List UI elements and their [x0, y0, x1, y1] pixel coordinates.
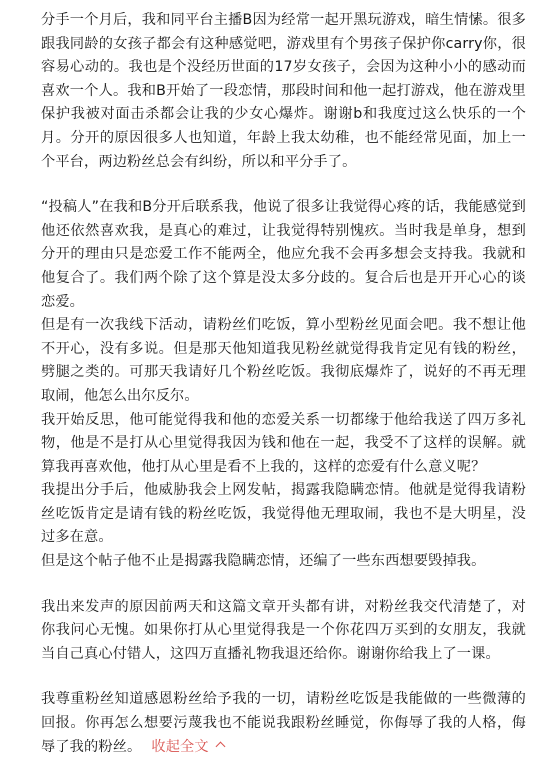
collapse-full-text-link[interactable] [151, 739, 223, 755]
paragraph-gap [41, 174, 526, 196]
paragraph-8-text: 我尊重粉丝知道感恩粉丝给予我的一切，请粉丝吃饭是我能做的一些微薄的回报。你再怎么想要污蔑我也不能说我跟粉丝睡觉，你侮辱了我的人格，侮辱了我的粉丝。 [41, 691, 526, 755]
paragraph-7: 我出来发声的原因前两天和这篇文章开头都有讲，对粉丝我交代清楚了，对你我问心无愧。如果你打从心里觉得我是一个你花四万买到的女朋友，我就当自己真心付错人，这四万直播礼物我退还给你。谢谢你给我上了一课。 [41, 598, 526, 662]
paragraph-6: 但是这个帖子他不止是揭露我隐瞒恋情，还编了一些东西想要毁掉我。 [41, 553, 486, 570]
collapse-label: 收起全文 [151, 738, 209, 755]
paragraph-gap [41, 574, 526, 596]
paragraph-5: 我提出分手后，他威胁我会上网发帖，揭露我隐瞒恋情。他就是觉得我请粉丝吃饭肯定是请有钱的粉丝吃饭，我觉得他无理取闹，我也不是大明星，没过多在意。 [41, 482, 526, 546]
paragraph-1: 分手一个月后，我和同平台主播B因为经常一起开黑玩游戏，暗生情愫。很多跟我同龄的女孩子都会有这种感觉吧，游戏里有个男孩子保护你carry你，很容易心动的。我也是个没经历世面的17岁女孩子，会因为这种小小的感动而喜欢一个人。我和B开始了一段恋情，那段时间和他一起打游戏，他在游戏里保护我被对面击杀都会让我的少女心爆炸。谢谢b和我度过这么快乐的一个月。分开的原因很多人也知道，年龄上我太幼稚，也不能经常见面，加上一个平台，两边粉丝总会有纠纷，所以和平分手了。 [41, 12, 526, 170]
paragraph-gap [41, 666, 526, 688]
paragraph-2: “投稿人”在我和B分开后联系我，他说了很多让我觉得心疼的话，我能感觉到他还依然喜欢我，是真心的难过，让我觉得特别愧疚。当时我是单身，想到分开的理由只是恋爱工作不能两全，他应允我不会再多想会支持我。我就和他复合了。我们两个除了这个算是没太多分歧的。复合后也是开开心心的谈恋爱。 [41, 199, 526, 310]
chevron-up-icon [215, 741, 225, 751]
paragraph-4: 我开始反思，他可能觉得我和他的恋爱关系一切都缘于他给我送了四万多礼物，他是不是打从心里觉得我因为钱和他在一起，我受不了这样的误解。就算我再喜欢他，他打从心里是看不上我的，这样的恋爱有什么意义呢？ [41, 411, 526, 475]
paragraph-8 [41, 688, 526, 759]
paragraph-3: 但是有一次我线下活动，请粉丝们吃饭，算小型粉丝见面会吧。我不想让他不开心，没有多说。但是那天他知道我见粉丝就觉得我肯定见有钱的粉丝，劈腿之类的。可那天我请好几个粉丝吃饭。我彻底爆炸了，说好的不再无理取闹，他怎么出尔反尔。 [41, 317, 526, 404]
